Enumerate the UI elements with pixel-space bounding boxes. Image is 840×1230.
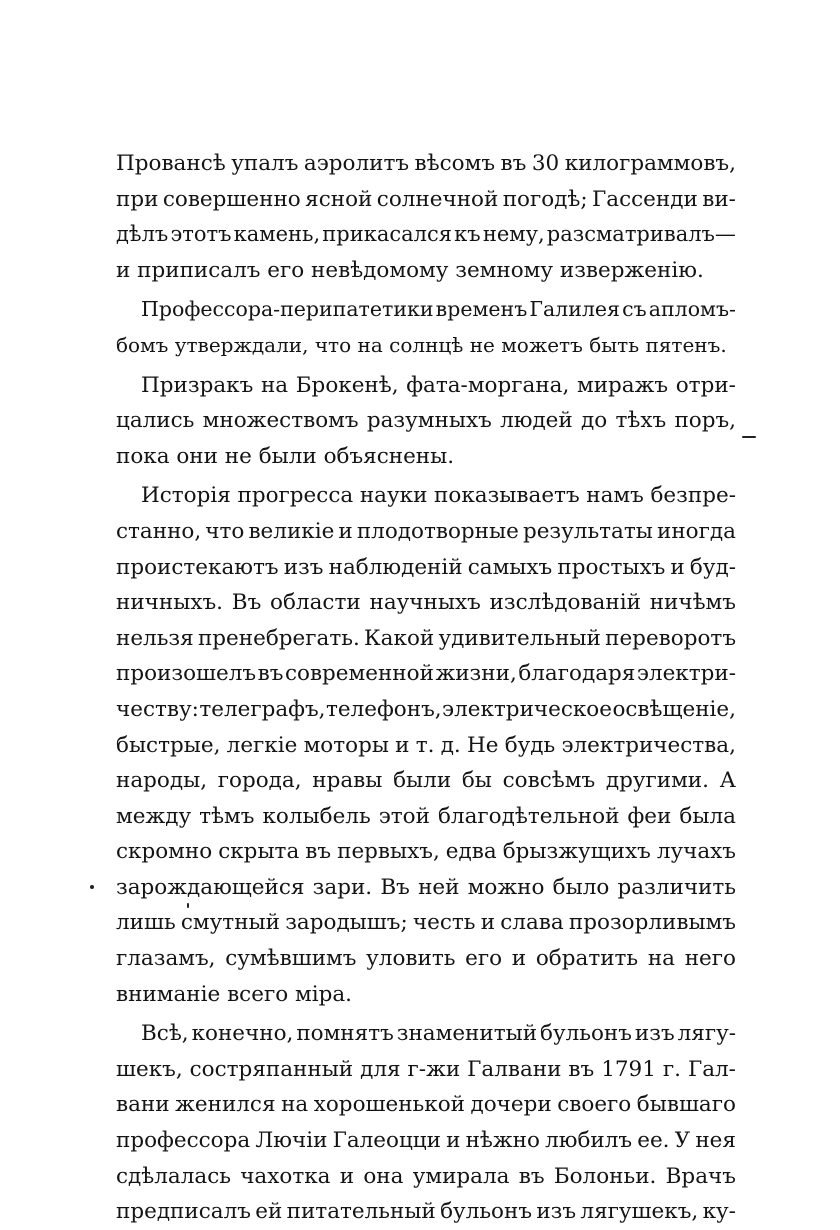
text-line: честву: телеграфъ, телефонъ, электрическое освѣщеніе, bbox=[116, 696, 736, 722]
text-line: быстрые, легкіе моторы и т. д. Не будь электричества, bbox=[116, 732, 736, 758]
text-line: Провансѣ упалъ аэролитъ вѣсомъ въ 30 килограммовъ, bbox=[116, 151, 736, 176]
text-line: нельзя пренебрегать. Какой удивительный переворотъ bbox=[116, 625, 736, 651]
text-line: бомъ утверждали, что на солнцѣ не можетъ быть пятенъ. bbox=[116, 332, 727, 357]
text-line: произошелъ въ современной жизни, благодаря электри- bbox=[116, 661, 736, 687]
print-speck bbox=[90, 885, 94, 889]
text-line: вниманіе всего міра. bbox=[116, 981, 352, 1007]
text-line: проистекаютъ изъ наблюденій самыхъ простыхъ и буд- bbox=[116, 554, 736, 580]
text-line: скромно скрыта въ первыхъ, едва брызжущихъ лучахъ bbox=[116, 839, 736, 865]
page-body-text bbox=[116, 146, 736, 1230]
text-line: цались множествомъ разумныхъ людей до тѣхъ поръ, bbox=[116, 408, 736, 434]
text-line: пока они не были объяснены. bbox=[116, 443, 455, 469]
text-line: дѣлъ этотъ камень, прикасался къ нему, разсматривалъ— bbox=[116, 222, 736, 247]
text-line: народы, города, нравы были бы совсѣмъ другими. А bbox=[116, 768, 736, 794]
text-line: лишь смутный зародышъ; честь и слава прозорливымъ bbox=[116, 910, 736, 936]
text-line: профессора Лючіи Галеоцци и нѣжно любилъ ее. У нея bbox=[116, 1128, 736, 1154]
text-line: шекъ, состряпанный для г-жи Галвани въ 1791 г. Гал- bbox=[116, 1056, 736, 1082]
text-line: вани женился на хорошенькой дочери своего бывшаго bbox=[116, 1092, 736, 1118]
text-line: станно, что великіе и плодотворные результаты иногда bbox=[116, 518, 736, 544]
print-speck bbox=[187, 903, 189, 908]
text-line: сдѣлалась чахотка и она умирала въ Болоньи. Врачъ bbox=[116, 1163, 736, 1189]
text-line: Исторія прогресса науки показываетъ намъ безпре- bbox=[141, 483, 736, 509]
text-line: между тѣмъ колыбель этой благодѣтельной феи была bbox=[116, 803, 736, 829]
text-line: глазамъ, сумѣвшимъ уловить его и обратить на него bbox=[116, 946, 736, 972]
text-line: Призракъ на Брокенѣ, фата-моргана, миражъ отри- bbox=[141, 372, 736, 398]
text-line: и приписалъ его невѣдомому земному изверженію. bbox=[116, 257, 704, 283]
text-line: зарождающейся зари. Въ ней можно было различить bbox=[116, 874, 736, 900]
text-line: при совершенно ясной солнечной погодѣ; Гассенди ви- bbox=[116, 186, 736, 212]
text-line: Всѣ, конечно, помнятъ знаменитый бульонъ изъ лягу- bbox=[141, 1021, 736, 1047]
text-line: ничныхъ. Въ области научныхъ изслѣдованій ничѣмъ bbox=[116, 590, 736, 616]
text-line: предписалъ ей питательный бульонъ изъ лягушекъ, ку- bbox=[116, 1199, 736, 1225]
text-line: Профессора-перипатетики временъ Галилея съ апломъ- bbox=[141, 297, 736, 322]
print-speck bbox=[742, 436, 756, 438]
